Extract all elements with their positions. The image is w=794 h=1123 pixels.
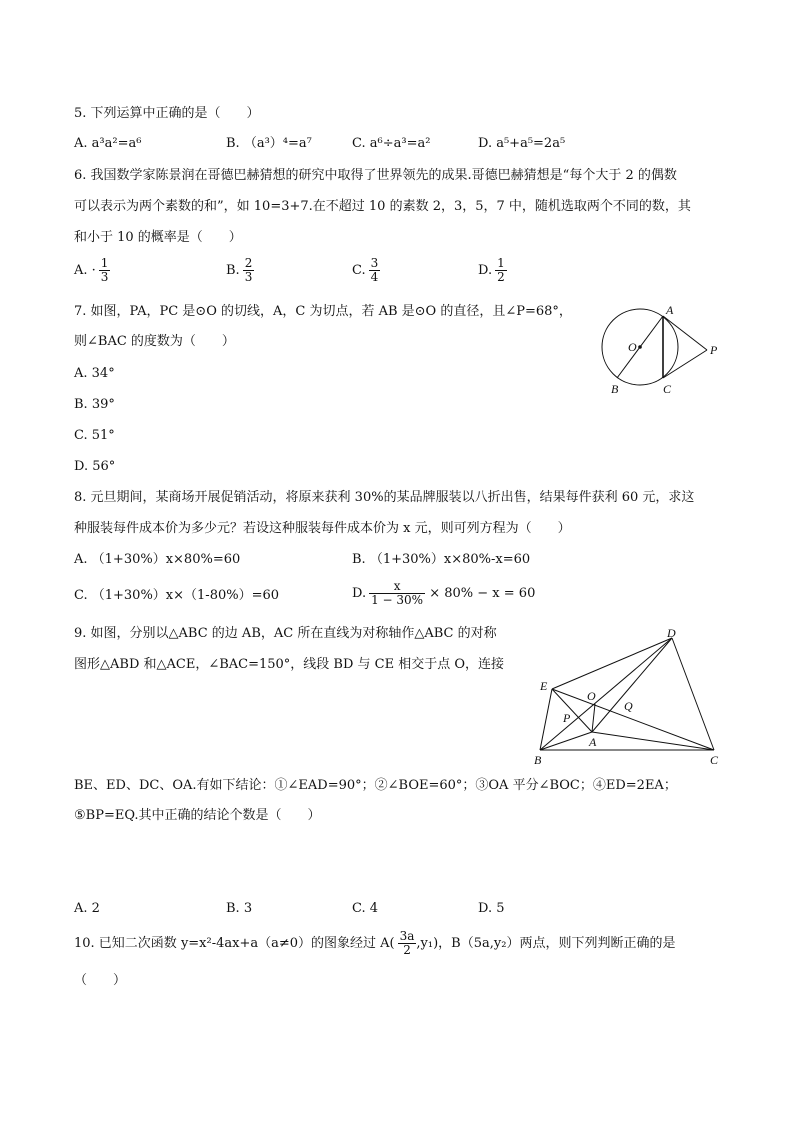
q8-option-d: [352, 580, 535, 607]
q7-label-p: P: [710, 343, 718, 357]
q10-line1-part1: 10. 已知二次函数 y=x²-4ax+a（a≠0）的图象经过 A(: [74, 936, 395, 951]
q9-label-o: O: [587, 689, 596, 703]
q9-line4: ⑤BP=EQ.其中正确的结论个数是（ ）: [74, 808, 321, 823]
q6-option-a-label: A. ·: [74, 263, 96, 278]
q8-option-d-fraction: $\frac{x}{1 - 30\%}$: [371, 579, 424, 607]
q6-option-d-label: D.: [478, 263, 493, 278]
q9-option-b: B. 3: [226, 901, 253, 916]
q9-option-a: A. 2: [74, 901, 100, 916]
q8-line1: 8. 元旦期间，某商场开展促销活动，将原来获利 30%的某品牌服装以八折出售，结果每件获利 60 元，求这: [74, 490, 695, 505]
q9-label-q: Q: [624, 699, 633, 713]
q7-label-c: C: [663, 382, 672, 396]
q9-seg-ac: [592, 732, 714, 750]
q9-line2: 图形△ABD 和△ACE，∠BAC=150°，线段 BD 与 CE 相交于点 O，连接: [74, 657, 505, 672]
q8-option-b: B. （1+30%）x×80%-x=60: [352, 552, 531, 567]
q10-line2: （ ）: [74, 973, 127, 988]
q9-label-e: E: [540, 679, 548, 693]
q9-option-d: D. 5: [478, 901, 505, 916]
q6-line3: 和小于 10 的概率是（ ）: [74, 230, 242, 245]
q9-seg-ad: [592, 638, 672, 732]
q7-option-b: B. 39°: [74, 397, 115, 412]
q7-line2: 则∠BAC 的度数为（ ）: [74, 334, 235, 349]
q9-label-p: P: [563, 711, 571, 725]
q5-stem: 5. 下列运算中正确的是（ ）: [74, 106, 260, 121]
q6-option-a: [74, 257, 110, 284]
q9-label-c: C: [710, 753, 719, 767]
q9-seg-oa: [592, 704, 595, 732]
q10-fraction: $\frac{3a}{2}$: [399, 929, 415, 957]
q5-option-c: C. a⁶÷a³=a²: [352, 136, 431, 151]
q6-option-b-fraction: $\frac{2}{3}$: [244, 256, 253, 284]
q6-option-b-label: B.: [226, 263, 240, 278]
q7-label-b: B: [611, 382, 619, 396]
q9-seg-dc: [672, 638, 714, 750]
q10-line1: [74, 930, 675, 957]
q9-option-c: C. 4: [352, 901, 379, 916]
q8-line2: 种服装每件成本价为多少元？若设这种服装每件成本价为 x 元，则可列方程为（ ）: [74, 521, 571, 536]
q9-label-d: D: [667, 626, 676, 640]
q7-option-c: C. 51°: [74, 428, 115, 443]
q6-option-c-label: C.: [352, 263, 366, 278]
q8-option-a: A. （1+30%）x×80%=60: [74, 552, 241, 567]
q6-option-d-fraction: $\frac{1}{2}$: [497, 256, 505, 284]
q7-center-point: [638, 345, 642, 349]
q6-option-a-fraction: $\frac{1}{3}$: [100, 256, 109, 284]
q7-tangent-pc: [663, 350, 707, 378]
q9-seg-bd: [540, 638, 672, 750]
q8-option-c: C. （1+30%）x×（1-80%）=60: [74, 588, 280, 603]
q9-line1: 9. 如图，分别以△ABC 的边 AB，AC 所在直线为对称轴作△ABC 的对称: [74, 626, 497, 641]
q7-label-o: O: [628, 340, 637, 354]
q6-option-b: [226, 257, 254, 284]
q6-option-c: [352, 257, 380, 284]
q9-seg-ed: [552, 638, 672, 689]
q7-circle-tangent-figure: [595, 300, 730, 400]
q7-option-a: A. 34°: [74, 366, 115, 381]
q9-triangle-figure: [528, 622, 728, 772]
q7-option-d: D. 56°: [74, 459, 116, 474]
q6-line2: 可以表示为两个素数的和”，如 10=3+7.在不超过 10 的素数 2，3，5，7 中，随机选取两个不同的数，其: [74, 199, 691, 214]
q6-option-d: [478, 257, 507, 284]
q6-option-c-fraction: $\frac{3}{4}$: [370, 256, 379, 284]
q8-option-d-label: D.: [352, 586, 367, 601]
q10-line1-part2: ,y₁)，B（5a,y₂）两点，则下列判断正确的是: [416, 936, 676, 951]
q6-line1: 6. 我国数学家陈景润在哥德巴赫猜想的研究中取得了世界领先的成果.哥德巴赫猜想是“每个大于 2 的偶数: [74, 168, 677, 183]
q9-label-a: A: [589, 735, 597, 749]
q7-tangent-pa: [663, 316, 707, 350]
q9-label-b: B: [534, 753, 542, 767]
q9-seg-ab: [540, 732, 592, 750]
q5-option-d: D. a⁵+a⁵=2a⁵: [478, 136, 566, 151]
q5-option-a: A. a³a²=a⁶: [74, 136, 142, 151]
q5-option-b: B. （a³）⁴=a⁷: [226, 136, 312, 151]
q9-line3: BE、ED、DC、OA.有如下结论：①∠EAD=90°；②∠BOE=60°；③OA 平分∠BOC；④ED=2EA；: [74, 778, 677, 793]
q7-label-a: A: [666, 303, 674, 317]
q8-option-d-rest: × 80% − x = 60: [429, 586, 536, 601]
q7-line1: 7. 如图，PA，PC 是⊙O 的切线，A，C 为切点，若 AB 是⊙O 的直径，且∠P=68°，: [74, 304, 572, 319]
